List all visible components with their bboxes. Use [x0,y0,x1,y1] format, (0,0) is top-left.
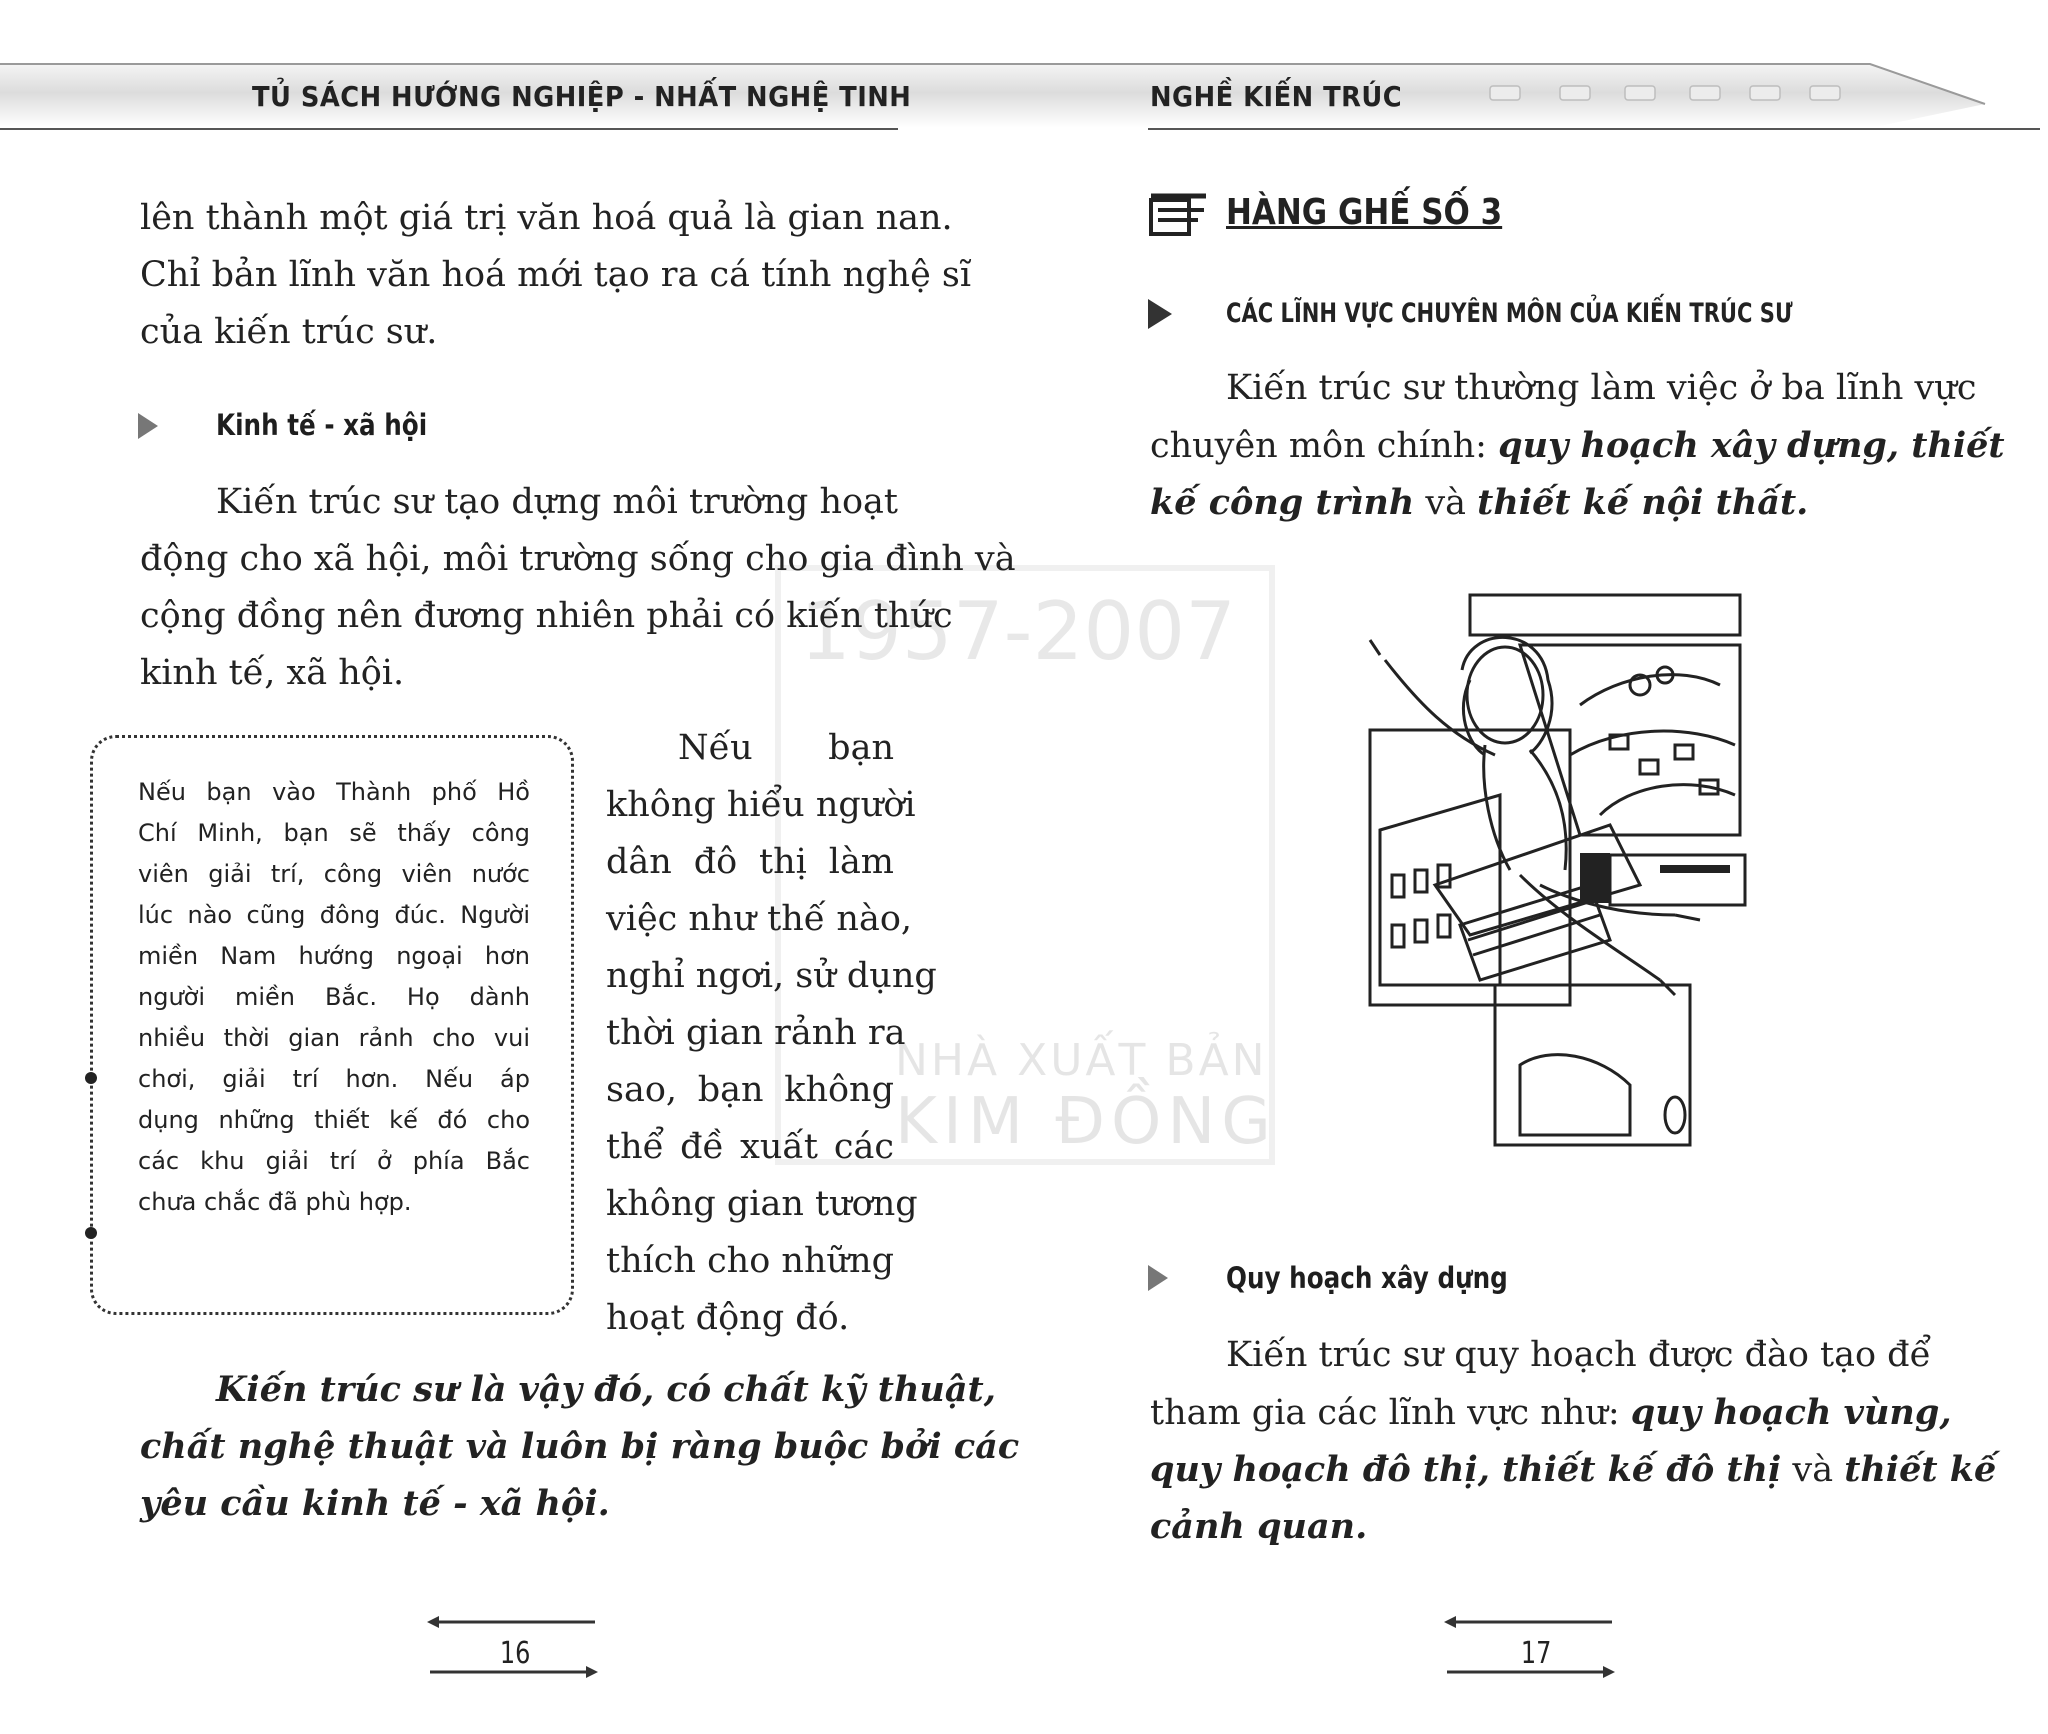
planning-italic: quy hoạch vùng, [1630,1392,1952,1433]
intro-line: Chỉ bản lĩnh văn hoá mới tạo ra cá tính nghệ sĩ [140,255,972,295]
fields-line [1150,474,1906,531]
header-left-title: TỦ SÁCH HƯỚNG NGHIỆP - NHẤT NGHỆ TINH [252,80,912,113]
planning-line [1150,1498,1906,1555]
closing-line: Kiến trúc sư là vậy đó, có chất kỹ thuật, [216,1369,996,1410]
narrow-column-paragraph [606,720,937,1347]
intro-line: lên thành một giá trị văn hoá quả là gian nan. [140,198,953,238]
fields-text: và [1414,483,1478,523]
page-number-right: 17 [1520,1636,1552,1671]
watermark-publisher-name: KIM ĐỒNG [895,1085,1277,1159]
triangle-bullet-icon [1148,299,1172,329]
subheading-quy-hoach: Quy hoạch xây dựng [1226,1261,1508,1295]
planning-italic: thiết kế [1844,1449,1997,1490]
column-line: thể đề xuất các [606,1127,894,1167]
column-line: thích cho những [606,1241,894,1281]
fields-italic: quy hoạch xây dựng, thiết [1498,425,2005,466]
notepad-icon [1148,192,1210,238]
fields-line: Kiến trúc sư thường làm việc ở ba lĩnh vực [1226,368,1977,408]
page-number-left: 16 [499,1636,531,1671]
fields-italic: kế công trình [1150,482,1415,523]
subheading-kinh-te: Kinh tế - xã hội [216,408,428,442]
closing-line: yêu cầu kinh tế - xã hội. [140,1483,610,1524]
triangle-bullet-icon [1148,1265,1168,1291]
economy-line: Kiến trúc sư tạo dựng môi trường hoạt [216,482,898,522]
economy-line: kinh tế, xã hội. [140,653,405,693]
watermark-years: 1957-2007 [800,585,1237,678]
closing-line: chất nghệ thuật và luôn bị ràng buộc bởi các [140,1426,1020,1467]
planning-italic: quy hoạch đô thị, thiết kế đô thị [1150,1449,1782,1490]
planning-line: Kiến trúc sư quy hoạch được đào tạo để [1226,1335,1932,1375]
column-line: nghỉ ngơi, sử dụng [606,956,937,996]
column-line: thời gian rảnh ra [606,1013,906,1053]
watermark-publisher: NHÀ XUẤT BẢN [895,1035,1268,1086]
intro-line: của kiến trúc sư. [140,312,438,352]
planning-line [1150,1441,1997,1498]
note-line: chơi, giải trí hơn. Nếu áp [138,1065,530,1093]
economy-line: động cho xã hội, môi trường sống cho gia đình và [140,539,1016,579]
column-line: Nếu bạn [678,728,894,768]
intro-paragraph [140,190,972,361]
note-line: chưa chắc đã phù hợp. [138,1188,412,1216]
fields-italic: thiết kế nội thất. [1477,482,1809,523]
note-box-dots-decoration [82,1068,106,1248]
column-line: hoạt động đó. [606,1298,850,1338]
fields-line [1150,417,2005,474]
note-line: miền Nam hướng ngoại hơn [138,942,530,970]
triangle-bullet-icon [138,413,158,439]
planning-italic: cảnh quan. [1150,1506,1368,1547]
economy-line: cộng đồng nên đương nhiên phải có kiến thức [140,596,953,636]
note-text [138,772,530,1223]
note-line: người miền Bắc. Họ dành [138,983,530,1011]
column-line: dân đô thị làm [606,842,894,882]
fields-paragraph [1150,360,2005,531]
note-line: nhiều thời gian rảnh cho vui [138,1024,530,1052]
note-line: dụng những thiết kế đó cho [138,1106,530,1134]
note-line: viên giải trí, công viên nước [138,860,530,888]
fields-text: chuyên môn chính: [1150,426,1499,466]
note-line: Nếu bạn vào Thành phố Hồ [138,778,530,806]
note-line: Chí Minh, bạn sẽ thấy công [138,819,530,847]
section-title: HÀNG GHẾ SỐ 3 [1226,192,1503,233]
economy-paragraph [140,474,1016,702]
header-right-title: NGHỀ KIẾN TRÚC [1150,80,1403,113]
closing-paragraph [140,1361,1020,1532]
note-line: các khu giải trí ở phía Bắc [138,1147,530,1175]
column-line: không gian tương [606,1184,918,1224]
column-line: sao, bạn không [606,1070,894,1110]
note-line: lúc nào cũng đông đúc. Người [138,901,530,929]
column-line: không hiểu người [606,785,916,825]
architect-illustration [1280,585,1780,1155]
planning-text: và [1781,1450,1845,1490]
sub-title: CÁC LĨNH VỰC CHUYÊN MÔN CỦA KIẾN TRÚC SƯ [1226,298,1793,329]
planning-text: tham gia các lĩnh vực như: [1150,1393,1631,1433]
planning-paragraph [1150,1327,1997,1555]
planning-line [1150,1384,1952,1441]
column-line: việc như thế nào, [606,899,913,939]
